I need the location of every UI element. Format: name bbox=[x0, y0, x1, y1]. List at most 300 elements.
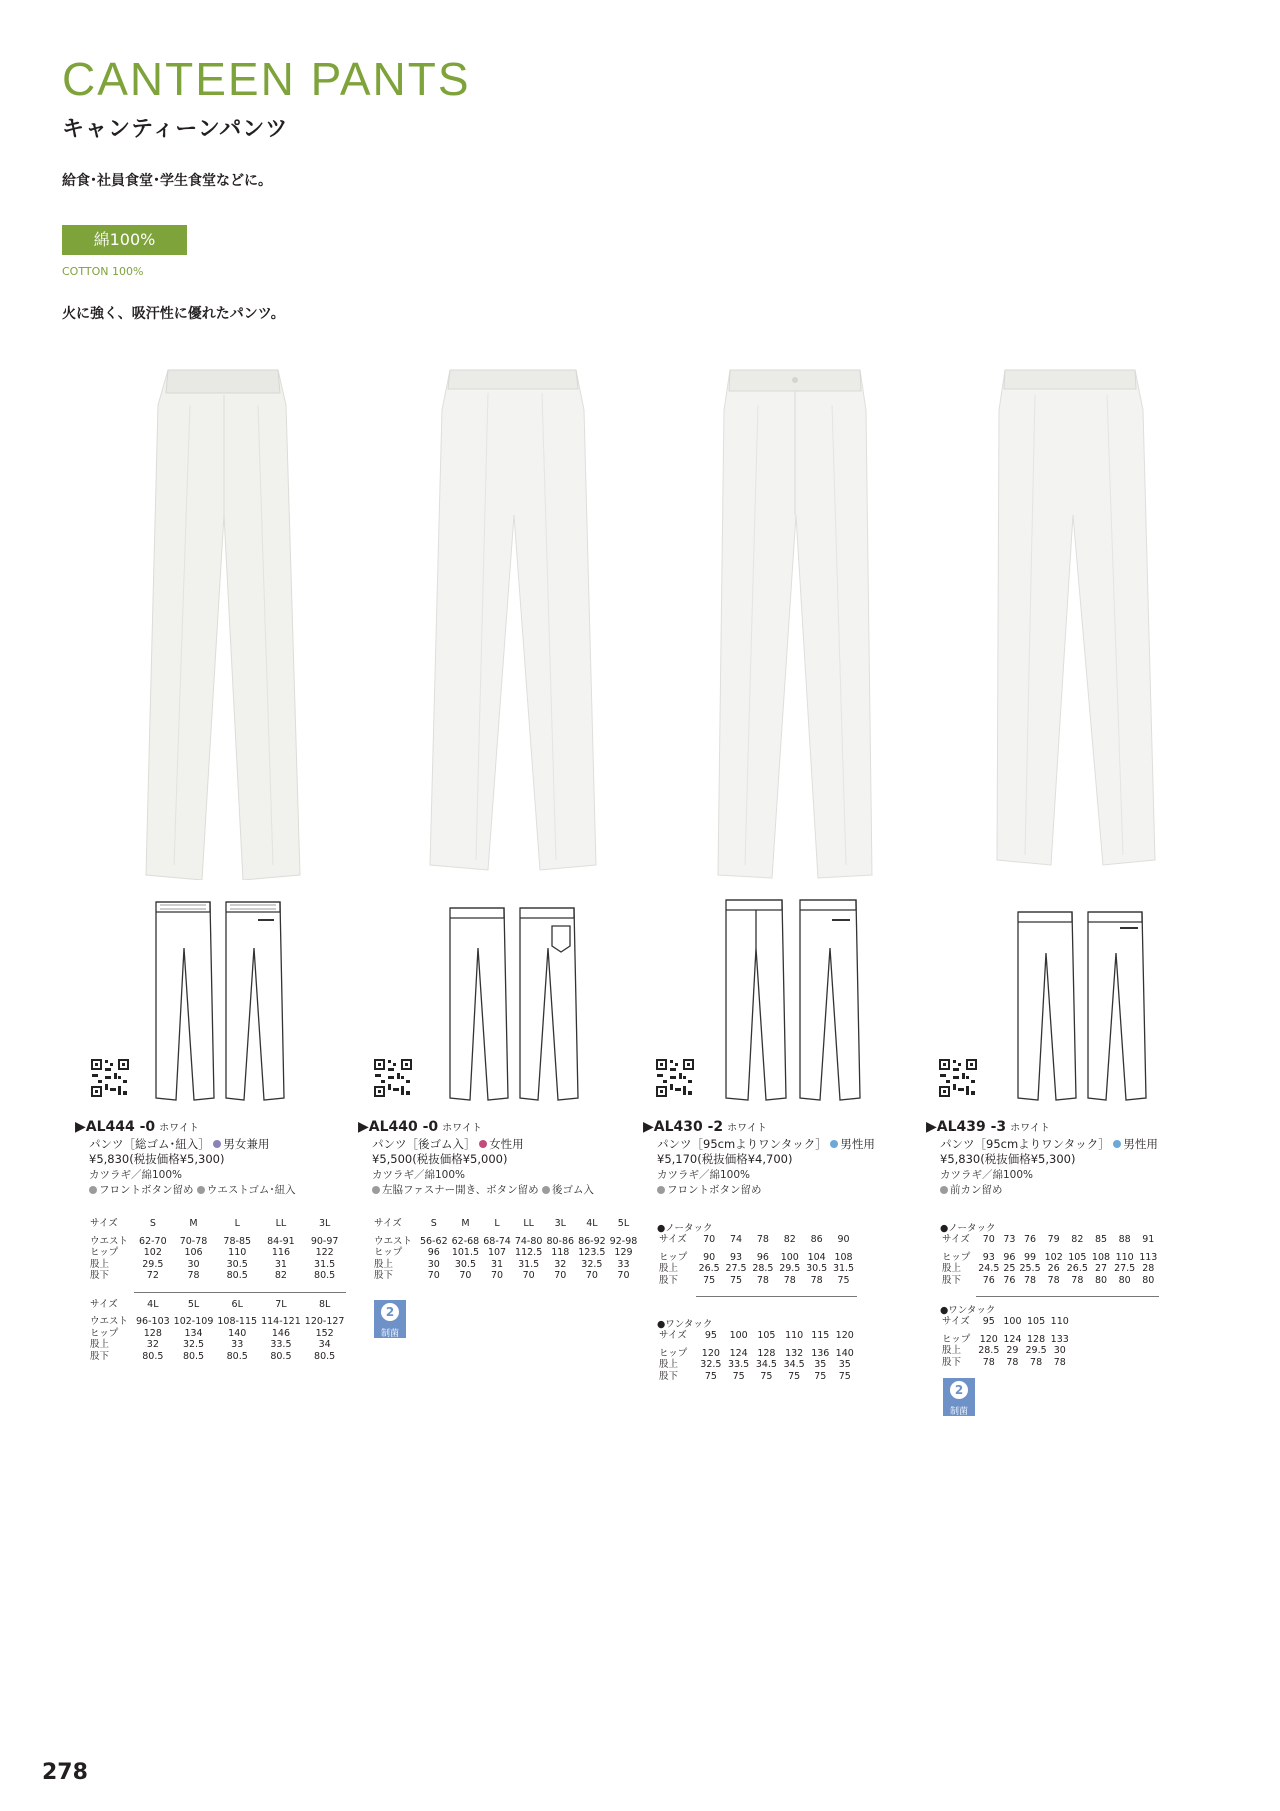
table-cell: L bbox=[234, 1218, 240, 1229]
product-al430 bbox=[643, 1120, 873, 1199]
table-cell: 31.5 bbox=[314, 1258, 336, 1270]
photo-al430 bbox=[700, 365, 890, 880]
product-price: ¥5,170(税抜価格¥4,700) bbox=[657, 1152, 793, 1166]
table-cell: 股下 bbox=[90, 1350, 110, 1362]
table-row bbox=[88, 1236, 346, 1248]
table-row bbox=[940, 1286, 1159, 1297]
table-cell: 124 bbox=[729, 1347, 748, 1359]
table-cell bbox=[723, 1286, 750, 1297]
table-row bbox=[657, 1263, 857, 1275]
page-subtitle: キャンティーンパンツ bbox=[62, 117, 289, 142]
drawing-al444 bbox=[150, 898, 290, 1108]
table-cell: 28 bbox=[1142, 1263, 1155, 1274]
table-cell: 30.5 bbox=[454, 1258, 476, 1270]
table-cell: 108-115 bbox=[217, 1316, 258, 1327]
table-cell bbox=[1112, 1286, 1137, 1297]
table-cell: 91 bbox=[1142, 1234, 1155, 1245]
table-cell: 股上 bbox=[90, 1339, 110, 1350]
table-cell: サイズ bbox=[942, 1234, 970, 1245]
table-cell: 82 bbox=[1071, 1234, 1084, 1245]
table-cell: 75 bbox=[704, 1370, 717, 1382]
product-price: ¥5,500(税抜価格¥5,000) bbox=[372, 1152, 508, 1166]
table-row bbox=[88, 1339, 346, 1351]
table-cell: 96-103 bbox=[136, 1316, 170, 1327]
table-cell: 132 bbox=[785, 1347, 804, 1359]
product-name: パンツ［総ゴム･紐入］ bbox=[89, 1136, 210, 1151]
product-code: ▶AL440 -0 bbox=[358, 1119, 439, 1135]
table-cell: S bbox=[430, 1218, 437, 1229]
material-en: COTTON 100% bbox=[62, 265, 144, 278]
table-cell: 26.5 bbox=[698, 1263, 720, 1274]
table-cell bbox=[172, 1282, 216, 1293]
table-cell: 75 bbox=[838, 1370, 851, 1382]
product-price: ¥5,830(税抜価格¥5,300) bbox=[89, 1152, 225, 1166]
table-row bbox=[372, 1270, 639, 1282]
group-label-notuck: ●ノータック bbox=[940, 1223, 996, 1234]
table-cell: 28.5 bbox=[752, 1263, 774, 1274]
product-al444 bbox=[75, 1120, 305, 1199]
table-cell: 24.5 bbox=[978, 1263, 1000, 1274]
product-code: ▶AL444 -0 bbox=[75, 1119, 156, 1135]
table-cell: L bbox=[494, 1218, 500, 1229]
table-cell: 80 bbox=[1118, 1274, 1131, 1286]
qr-code-icon[interactable] bbox=[373, 1058, 413, 1098]
table-cell: 30 bbox=[427, 1258, 440, 1270]
table-cell: 96 bbox=[1003, 1251, 1016, 1263]
table-cell: ヒップ bbox=[942, 1251, 971, 1263]
size-table-al439-notuck bbox=[940, 1234, 1159, 1297]
table-cell: 32.5 bbox=[581, 1258, 603, 1270]
male-dot-icon bbox=[830, 1140, 838, 1148]
female-dot-icon bbox=[479, 1140, 487, 1148]
product-code: ▶AL439 -3 bbox=[926, 1119, 1007, 1135]
table-cell: ヒップ bbox=[659, 1251, 688, 1263]
table-row bbox=[940, 1275, 1159, 1287]
table-cell: 105 bbox=[1068, 1251, 1087, 1263]
table-cell bbox=[1017, 1286, 1042, 1297]
table-cell: 股上 bbox=[942, 1263, 962, 1274]
table-row bbox=[372, 1236, 639, 1248]
table-cell: 78 bbox=[1071, 1274, 1084, 1286]
table-row bbox=[88, 1218, 346, 1230]
product-fabric: カツラギ／綿100% bbox=[89, 1168, 183, 1181]
table-cell: 123.5 bbox=[578, 1247, 606, 1258]
table-cell: サイズ bbox=[942, 1316, 970, 1327]
table-cell: 79 bbox=[1047, 1234, 1060, 1245]
unisex-dot-icon bbox=[213, 1140, 221, 1148]
table-row bbox=[88, 1259, 346, 1271]
table-cell: 股上 bbox=[374, 1258, 394, 1270]
table-cell: 82 bbox=[783, 1234, 796, 1245]
table-cell: 32 bbox=[554, 1258, 567, 1270]
table-cell: 90 bbox=[703, 1251, 716, 1263]
table-cell: 6L bbox=[231, 1298, 243, 1310]
qr-code-icon[interactable] bbox=[90, 1058, 130, 1098]
table-cell: 80.5 bbox=[142, 1350, 164, 1362]
table-cell: S bbox=[149, 1218, 156, 1229]
table-cell: 股上 bbox=[659, 1359, 679, 1370]
table-cell: 29 bbox=[1006, 1345, 1019, 1356]
table-cell: 29.5 bbox=[1025, 1345, 1047, 1356]
table-cell: 96 bbox=[427, 1247, 440, 1258]
group-label-notuck: ●ノータック bbox=[657, 1223, 713, 1234]
photo-al439 bbox=[985, 365, 1175, 880]
table-row bbox=[940, 1263, 1159, 1275]
table-cell: 32.5 bbox=[182, 1339, 205, 1350]
table-cell: 146 bbox=[271, 1327, 290, 1339]
table-cell: 27 bbox=[1094, 1263, 1108, 1274]
size-table-al439-onetuck bbox=[940, 1316, 1071, 1368]
table-cell bbox=[657, 1286, 696, 1297]
table-cell: 78 bbox=[1024, 1274, 1037, 1286]
table-cell: サイズ bbox=[90, 1218, 118, 1229]
table-cell: LL bbox=[275, 1218, 287, 1229]
table-cell: 股下 bbox=[374, 1270, 394, 1281]
table-cell: 82 bbox=[274, 1270, 287, 1281]
table-cell: 78 bbox=[756, 1234, 769, 1245]
table-cell: 80 bbox=[1142, 1274, 1155, 1286]
table-cell bbox=[215, 1282, 259, 1293]
product-color: ホワイト bbox=[159, 1123, 199, 1134]
seido-number: 2 bbox=[381, 1303, 399, 1321]
table-cell bbox=[776, 1286, 803, 1297]
table-cell: 85 bbox=[1094, 1234, 1108, 1245]
table-cell: 72 bbox=[146, 1270, 159, 1281]
table-row bbox=[657, 1234, 857, 1246]
table-cell: 4L bbox=[147, 1298, 159, 1310]
table-cell: 78-85 bbox=[223, 1235, 252, 1247]
table-cell: 80.5 bbox=[226, 1270, 248, 1281]
table-cell: 62-70 bbox=[139, 1235, 167, 1247]
seido-number: 2 bbox=[950, 1381, 968, 1399]
table-cell: M bbox=[189, 1218, 198, 1229]
table-cell: 70 bbox=[490, 1270, 504, 1281]
table-cell: 84-91 bbox=[267, 1235, 295, 1247]
table-cell: 股下 bbox=[659, 1370, 679, 1382]
table-cell: 33.5 bbox=[270, 1339, 292, 1350]
table-cell: ウエスト bbox=[374, 1235, 413, 1247]
table-cell: 25.5 bbox=[1019, 1263, 1041, 1274]
table-cell: 120 bbox=[835, 1330, 854, 1341]
table-cell: 100 bbox=[780, 1251, 799, 1263]
drawing-al439 bbox=[1012, 898, 1152, 1108]
table-cell: 70-78 bbox=[179, 1235, 208, 1247]
table-cell: 30.5 bbox=[226, 1258, 248, 1270]
table-cell: サイズ bbox=[90, 1298, 118, 1310]
size-table-al444 bbox=[88, 1218, 346, 1362]
table-cell: 75 bbox=[837, 1274, 850, 1286]
photo-al444 bbox=[128, 365, 318, 880]
table-cell: 33.5 bbox=[728, 1359, 750, 1370]
table-cell: ウエスト bbox=[90, 1235, 129, 1247]
table-cell: 102 bbox=[1044, 1251, 1063, 1263]
table-cell: 88 bbox=[1118, 1234, 1131, 1245]
table-row bbox=[657, 1252, 857, 1264]
table-cell: 78 bbox=[1006, 1356, 1019, 1368]
table-cell: 80.5 bbox=[314, 1270, 336, 1281]
table-cell: 113 bbox=[1139, 1251, 1158, 1263]
table-cell: 108 bbox=[834, 1251, 853, 1263]
qr-code-icon[interactable] bbox=[938, 1058, 978, 1098]
table-cell: 30.5 bbox=[806, 1263, 828, 1274]
table-cell: 31 bbox=[490, 1258, 504, 1270]
table-cell bbox=[1137, 1286, 1159, 1297]
table-cell: ヒップ bbox=[659, 1347, 688, 1359]
table-cell: 134 bbox=[184, 1327, 203, 1339]
table-cell bbox=[940, 1286, 976, 1297]
seido-label: 制菌 bbox=[949, 1407, 968, 1417]
table-cell: 股上 bbox=[942, 1345, 962, 1356]
table-row bbox=[372, 1259, 639, 1271]
table-cell: 股下 bbox=[659, 1274, 679, 1286]
table-cell bbox=[830, 1286, 857, 1297]
size-table-al440 bbox=[372, 1218, 639, 1282]
table-row bbox=[940, 1357, 1071, 1369]
photo-al440 bbox=[418, 365, 608, 880]
table-cell: 78 bbox=[1047, 1274, 1060, 1286]
table-cell: 133 bbox=[1050, 1333, 1069, 1345]
table-cell: 8L bbox=[318, 1298, 331, 1310]
feature-dot-icon bbox=[940, 1186, 948, 1194]
table-cell: 86-92 bbox=[578, 1235, 606, 1247]
table-cell: 102-109 bbox=[173, 1316, 214, 1327]
table-cell: 70 bbox=[522, 1270, 535, 1281]
table-row bbox=[657, 1359, 857, 1371]
table-cell: 76 bbox=[1024, 1234, 1037, 1245]
table-cell bbox=[696, 1286, 723, 1297]
table-cell: 129 bbox=[614, 1247, 633, 1258]
product-color: ホワイト bbox=[727, 1123, 767, 1134]
table-cell: 75 bbox=[703, 1274, 716, 1286]
table-cell: 80.5 bbox=[314, 1350, 336, 1362]
table-cell: 128 bbox=[1027, 1333, 1046, 1345]
table-cell: 78 bbox=[783, 1274, 796, 1286]
table-row bbox=[940, 1345, 1071, 1357]
table-cell: 34.5 bbox=[783, 1359, 805, 1370]
table-cell: 29.5 bbox=[142, 1258, 164, 1270]
table-cell: 34.5 bbox=[755, 1359, 777, 1370]
feature: 左脇ファスナー開き、ボタン留め bbox=[382, 1184, 539, 1196]
table-row bbox=[88, 1270, 346, 1282]
group-label-onetuck: ●ワンタック bbox=[940, 1305, 996, 1316]
table-cell: 92-98 bbox=[609, 1235, 638, 1247]
table-cell: 114-121 bbox=[261, 1316, 301, 1327]
table-cell: 102 bbox=[143, 1247, 162, 1258]
product-code: ▶AL430 -2 bbox=[643, 1119, 724, 1135]
table-cell: 80.5 bbox=[182, 1350, 205, 1362]
table-cell: サイズ bbox=[659, 1234, 687, 1245]
table-cell: 27.5 bbox=[1114, 1263, 1136, 1274]
table-cell: 128 bbox=[757, 1347, 776, 1359]
table-cell: 140 bbox=[835, 1347, 854, 1359]
table-cell: 70 bbox=[982, 1234, 995, 1245]
table-cell: 26 bbox=[1047, 1263, 1060, 1274]
gender-label: 男性用 bbox=[840, 1136, 875, 1151]
table-cell: 75 bbox=[814, 1370, 827, 1382]
size-table-al430-onetuck bbox=[657, 1330, 857, 1382]
qr-code-icon[interactable] bbox=[655, 1058, 695, 1098]
table-cell: 86 bbox=[810, 1234, 823, 1245]
table-cell: M bbox=[461, 1218, 470, 1229]
table-cell: 32.5 bbox=[700, 1359, 722, 1370]
table-row bbox=[657, 1330, 857, 1342]
feature: フロントボタン留め bbox=[667, 1184, 762, 1196]
table-cell: 108 bbox=[1091, 1251, 1111, 1263]
feature: 前カン留め bbox=[950, 1184, 1003, 1196]
table-cell: 56-62 bbox=[420, 1235, 448, 1247]
table-cell: 34 bbox=[318, 1339, 331, 1350]
table-cell: 70 bbox=[585, 1270, 598, 1281]
table-cell bbox=[259, 1282, 303, 1293]
table-cell: 4L bbox=[586, 1218, 598, 1229]
table-cell: 101.5 bbox=[451, 1247, 480, 1258]
table-cell bbox=[749, 1286, 776, 1297]
size-table-al430-notuck bbox=[657, 1234, 857, 1297]
table-cell: 30 bbox=[1053, 1345, 1066, 1356]
page-number: 278 bbox=[42, 1760, 88, 1785]
table-cell: 74-80 bbox=[514, 1235, 543, 1247]
table-cell: 78 bbox=[1030, 1356, 1043, 1368]
table-cell: 122 bbox=[315, 1247, 334, 1258]
table-cell: 7L bbox=[275, 1298, 287, 1310]
feature-dot-icon bbox=[89, 1186, 97, 1194]
table-cell: 股上 bbox=[659, 1263, 679, 1274]
table-cell: 110 bbox=[1115, 1251, 1134, 1263]
feature-dot-icon bbox=[542, 1186, 550, 1194]
table-cell: 73 bbox=[1003, 1234, 1016, 1245]
seido-badge bbox=[374, 1300, 406, 1338]
table-cell bbox=[1090, 1286, 1112, 1297]
table-cell: 70 bbox=[617, 1270, 630, 1281]
table-cell bbox=[1001, 1286, 1017, 1297]
table-cell: ヒップ bbox=[942, 1333, 971, 1345]
table-row bbox=[88, 1247, 346, 1259]
table-cell bbox=[803, 1286, 830, 1297]
table-cell: 75 bbox=[788, 1370, 801, 1382]
table-cell: 99 bbox=[1024, 1251, 1037, 1263]
table-row bbox=[940, 1334, 1071, 1346]
table-cell: 104 bbox=[807, 1251, 826, 1263]
table-cell: 3L bbox=[318, 1218, 331, 1229]
table-cell: 78 bbox=[756, 1274, 769, 1286]
table-cell: 35 bbox=[814, 1359, 827, 1370]
table-cell: 68-74 bbox=[483, 1235, 511, 1247]
table-cell: 78 bbox=[1053, 1356, 1066, 1368]
table-cell: ヒップ bbox=[90, 1327, 119, 1339]
table-cell: 31.5 bbox=[518, 1258, 540, 1270]
table-cell: 100 bbox=[729, 1330, 748, 1341]
table-cell: 80.5 bbox=[226, 1350, 248, 1362]
table-row bbox=[940, 1252, 1159, 1264]
table-row bbox=[88, 1299, 346, 1311]
table-cell: 107 bbox=[487, 1247, 507, 1258]
product-name: パンツ［95cmよりワンタック］ bbox=[940, 1136, 1110, 1151]
table-row bbox=[372, 1218, 639, 1230]
feature: 後ゴム入 bbox=[552, 1184, 595, 1196]
table-cell: 90 bbox=[837, 1234, 850, 1245]
table-cell: 33 bbox=[617, 1258, 630, 1270]
table-cell: 31.5 bbox=[832, 1263, 855, 1274]
group-label-onetuck: ●ワンタック bbox=[657, 1319, 713, 1330]
table-cell: 80-86 bbox=[546, 1235, 575, 1247]
table-cell: 70 bbox=[427, 1270, 440, 1281]
table-cell: サイズ bbox=[659, 1330, 687, 1341]
table-cell: 152 bbox=[315, 1327, 334, 1339]
product-color: ホワイト bbox=[1010, 1123, 1050, 1134]
table-cell: 128 bbox=[143, 1327, 162, 1339]
page-title: CANTEEN PANTS bbox=[62, 53, 471, 105]
table-cell: 78 bbox=[187, 1270, 200, 1281]
table-cell bbox=[88, 1282, 134, 1293]
table-cell: 96 bbox=[756, 1251, 769, 1263]
table-cell: 28.5 bbox=[978, 1345, 1000, 1356]
usage-text: 給食･社員食堂･学生食堂などに。 bbox=[62, 173, 272, 189]
table-cell: 78 bbox=[810, 1274, 823, 1286]
table-cell bbox=[1043, 1286, 1065, 1297]
table-cell: 26.5 bbox=[1066, 1263, 1088, 1274]
drawing-al440 bbox=[444, 898, 584, 1108]
table-cell: 70 bbox=[459, 1270, 472, 1281]
gender-label: 女性用 bbox=[489, 1136, 524, 1151]
table-cell: 76 bbox=[982, 1274, 995, 1286]
table-cell: 31 bbox=[274, 1258, 287, 1270]
table-row bbox=[88, 1282, 346, 1293]
table-cell: 120-127 bbox=[304, 1316, 345, 1327]
table-cell: 95 bbox=[704, 1330, 717, 1341]
table-row bbox=[657, 1275, 857, 1287]
table-cell: 120 bbox=[979, 1333, 998, 1345]
table-cell: 115 bbox=[811, 1330, 830, 1341]
table-row bbox=[657, 1286, 857, 1297]
table-cell bbox=[134, 1282, 172, 1293]
table-cell: ヒップ bbox=[374, 1247, 403, 1258]
seido-badge bbox=[943, 1378, 975, 1416]
gender-label: 男性用 bbox=[1123, 1136, 1158, 1151]
table-cell: 3L bbox=[554, 1218, 566, 1229]
table-cell: 75 bbox=[732, 1370, 745, 1382]
feature-dot-icon bbox=[372, 1186, 380, 1194]
product-name: パンツ［95cmよりワンタック］ bbox=[657, 1136, 827, 1151]
table-cell: 股上 bbox=[90, 1258, 110, 1270]
table-cell: 5L bbox=[187, 1298, 200, 1310]
table-cell: 105 bbox=[1027, 1316, 1046, 1327]
table-cell: 80 bbox=[1094, 1274, 1108, 1286]
feature: ウエストゴム･紐入 bbox=[206, 1184, 296, 1196]
product-fabric: カツラギ／綿100% bbox=[940, 1168, 1034, 1181]
table-cell: 75 bbox=[729, 1274, 743, 1286]
table-cell bbox=[1065, 1286, 1090, 1297]
seido-label: 制菌 bbox=[380, 1329, 399, 1339]
table-cell: 33 bbox=[231, 1339, 244, 1350]
tagline: 火に強く、吸汗性に優れたパンツ。 bbox=[62, 306, 285, 322]
table-row bbox=[88, 1351, 346, 1363]
table-cell: 100 bbox=[1003, 1316, 1022, 1327]
table-cell bbox=[976, 1286, 1001, 1297]
table-row bbox=[372, 1247, 639, 1259]
table-cell: 29.5 bbox=[779, 1263, 801, 1274]
table-cell: 30 bbox=[187, 1258, 200, 1270]
table-cell: 80.5 bbox=[270, 1350, 292, 1362]
table-row bbox=[940, 1316, 1071, 1328]
table-cell: 120 bbox=[701, 1347, 720, 1359]
table-cell: 93 bbox=[729, 1251, 743, 1263]
male-dot-icon bbox=[1113, 1140, 1121, 1148]
table-cell: 124 bbox=[1003, 1333, 1022, 1345]
product-al439 bbox=[926, 1120, 1156, 1199]
product-price: ¥5,830(税抜価格¥5,300) bbox=[940, 1152, 1076, 1166]
table-cell: 74 bbox=[729, 1234, 743, 1245]
table-cell: 股下 bbox=[90, 1270, 110, 1281]
